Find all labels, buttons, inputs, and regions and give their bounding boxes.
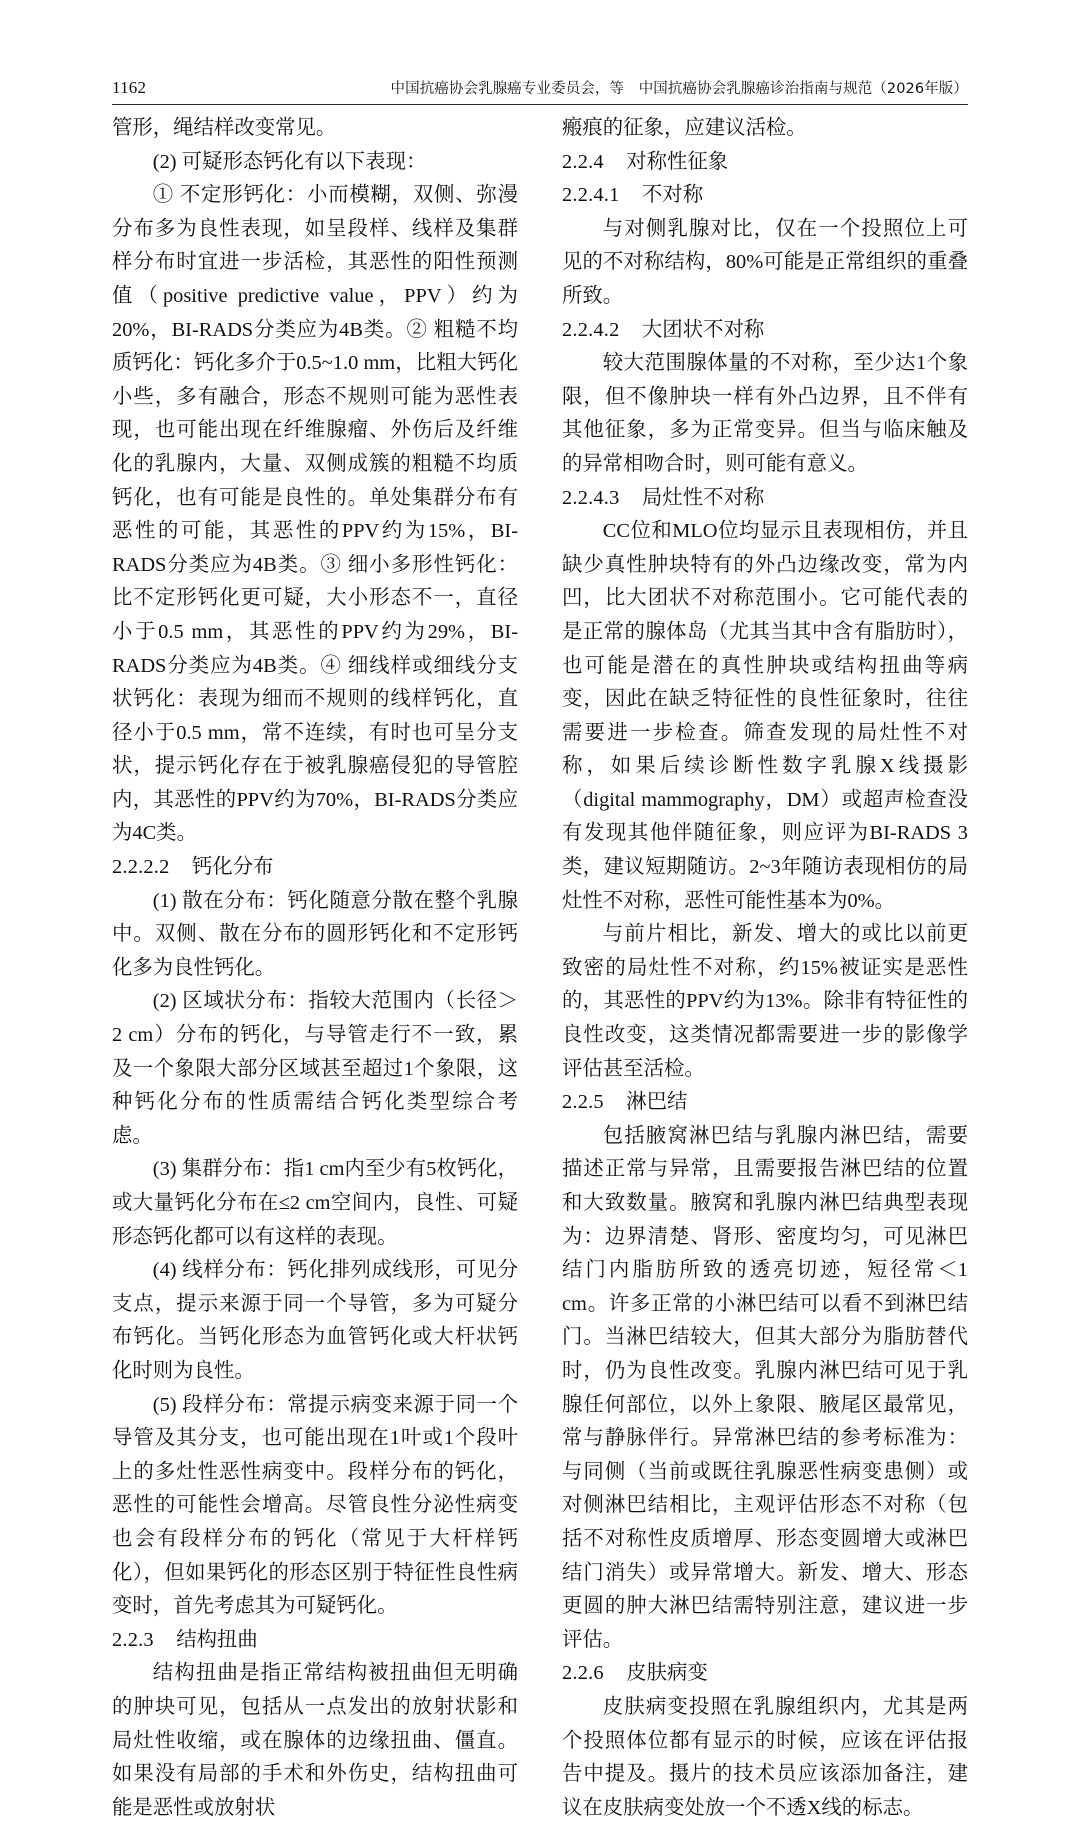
- body-columns: [112, 112, 968, 1819]
- section-title: 局灶性不对称: [641, 486, 765, 509]
- section-number: 2.2.4.1: [562, 184, 620, 207]
- body-paragraph: ① 不定形钙化：小而模糊，双侧、弥漫分布多为良性表现，如呈段样、线样及集群样分布时宜进一步活检，其恶性的阳性预测值（positive predictive value，PPV）约为20%，BI-RADS分类应为4B类。② 粗糙不均质钙化：钙化多介于0.5~1.0 mm，比粗大钙化小些，多有融合，形态不规则可能为恶性表现，也可能出现在纤维腺瘤、外伤后及纤维化的乳腺内，大量、双侧成簇的粗糙不均质钙化，也有可能是良性的。单处集群分布有恶性的可能，其恶性的PPV约为15%，BI-RADS分类应为4B类。③ 细小多形性钙化：比不定形钙化更可疑，大小形态不一，直径小于0.5 mm，其恶性的PPV约为29%，BI-RADS分类应为4B类。④ 细线样或细线分支状钙化：表现为细而不规则的线样钙化，直径小于0.5 mm，常不连续，有时也可呈分支状，提示钙化存在于被乳腺癌侵犯的导管腔内，其恶性的PPV约为70%，BI-RADS分类应为4C类。: [112, 184, 518, 845]
- section-number: 2.2.4.3: [562, 486, 620, 509]
- body-paragraph: 包括腋窝淋巴结与乳腺内淋巴结，需要描述正常与异常，且需要报告淋巴结的位置和大致数量。腋窝和乳腺内淋巴结典型表现为：边界清楚、肾形、密度均匀，可见淋巴结门内脂肪所致的透亮切迹，短径常＜1 cm。许多正常的小淋巴结可以看不到淋巴结门。当淋巴结较大，但其大部分为脂肪替代时，仍为良性改变。乳腺内淋巴结可见于乳腺任何部位，以外上象限、腋尾区最常见，常与静脉伴行。异常淋巴结的参考标准为：与同侧（当前或既往乳腺恶性病变患侧）或对侧淋巴结相比，主观评估形态不对称（包括不对称性皮质增厚、形态变圆增大或淋巴结门消失）或异常增大。新发、增大、形态更圆的肿大淋巴结需特别注意，建议进一步评估。: [562, 1124, 968, 1651]
- body-paragraph: (2) 区域状分布：指较大范围内（长径＞2 cm）分布的钙化，与导管走行不一致，累及一个象限大部分区域甚至超过1个象限，这种钙化分布的性质需结合钙化类型综合考虑。: [112, 990, 518, 1147]
- body-paragraph: 结构扭曲是指正常结构被扭曲但无明确的肿块可见，包括从一点发出的放射状影和局灶性收缩，或在腺体的边缘扭曲、僵直。如果没有局部的手术和外伤史，结构扭曲可能是恶性或放射状: [112, 1662, 518, 1819]
- left-column: [112, 112, 518, 1819]
- section-number: 2.2.6: [562, 1662, 604, 1685]
- section-number: 2.2.3: [112, 1628, 154, 1651]
- section-heading: [112, 851, 518, 885]
- running-header: [112, 78, 968, 104]
- section-title: 大团状不对称: [641, 318, 765, 341]
- section-heading: [562, 482, 968, 516]
- section-heading: [112, 1624, 518, 1658]
- section-heading: [562, 1657, 968, 1691]
- body-paragraph: (2) 可疑形态钙化有以下表现：: [152, 150, 427, 173]
- section-heading: [562, 314, 968, 348]
- section-number: 2.2.2.2: [112, 856, 170, 879]
- body-paragraph: (3) 集群分布：指1 cm内至少有5枚钙化，或大量钙化分布在≤2 cm空间内，良性、可疑形态钙化都可以有这样的表现。: [112, 1158, 518, 1248]
- section-title: 淋巴结: [626, 1091, 688, 1114]
- section-number: 2.2.5: [562, 1091, 604, 1114]
- body-paragraph: (4) 线样分布：钙化排列成线形，可见分支点，提示来源于同一个导管，多为可疑分布钙化。当钙化形态为血管钙化或大杆状钙化时则为良性。: [112, 1259, 518, 1382]
- body-paragraph: CC位和MLO位均显示且表现相仿，并且缺少真性肿块特有的外凸边缘改变，常为内凹，比大团状不对称范围小。它可能代表的是正常的腺体岛（尤其当其中含有脂肪时），也可能是潜在的真性肿块或结构扭曲等病变，因此在缺乏特征性的良性征象时，往往需要进一步检查。筛查发现的局灶性不对称，如果后续诊断性数字乳腺X线摄影（digital mammography，DM）或超声检查没有发现其他伴随征象，则应评为BI-RADS 3类，建议短期随访。2~3年随访表现相仿的局灶性不对称，恶性可能性基本为0%。: [562, 520, 968, 912]
- section-number: 2.2.4: [562, 150, 604, 173]
- section-title: 皮肤病变: [626, 1662, 708, 1685]
- body-paragraph: 较大范围腺体量的不对称，至少达1个象限，但不像肿块一样有外凸边界，且不伴有其他征象，多为正常变异。但当与临床触及的异常相吻合时，则可能有意义。: [562, 352, 968, 475]
- body-paragraph: 管形，绳结样改变常见。: [112, 117, 337, 139]
- section-number: 2.2.4.2: [562, 318, 620, 341]
- section-title: 对称性征象: [626, 150, 729, 173]
- right-column: [562, 112, 968, 1819]
- section-title: 不对称: [641, 184, 704, 207]
- header-rule: [112, 104, 968, 105]
- section-title: 钙化分布: [191, 856, 274, 879]
- section-title: 结构扭曲: [176, 1628, 258, 1651]
- section-heading: [562, 1086, 968, 1120]
- section-heading: [562, 179, 968, 213]
- body-paragraph: 与前片相比，新发、增大的或比以前更致密的局灶性不对称，约15%被证实是恶性的，其恶性的PPV约为13%。除非有特征性的良性改变，这类情况都需要进一步的影像学评估甚至活检。: [562, 923, 968, 1080]
- page-number: 1162: [112, 78, 147, 97]
- body-paragraph: (5) 段样分布：常提示病变来源于同一个导管及其分支，也可能出现在1叶或1个段叶上的多灶性恶性病变中。段样分布的钙化，恶性的可能性会增高。尽管良性分泌性病变也会有段样分布的钙化（常见于大杆样钙化），但如果钙化的形态区别于特征性良性病变时，首先考虑其为可疑钙化。: [112, 1393, 518, 1618]
- body-paragraph: (1) 散在分布：钙化随意分散在整个乳腺中。双侧、散在分布的圆形钙化和不定形钙化多为良性钙化。: [112, 889, 518, 979]
- running-header-title: 中国抗癌协会乳腺癌专业委员会，等 中国抗癌协会乳腺癌诊治指南与规范（2026年版）: [390, 81, 968, 97]
- section-heading: [562, 146, 968, 180]
- body-paragraph: 皮肤病变投照在乳腺组织内，尤其是两个投照体位都有显示的时候，应该在评估报告中提及。摄片的技术员应该添加备注，建议在皮肤病变处放一个不透X线的标志。: [562, 1695, 968, 1819]
- body-paragraph: 与对侧乳腺对比，仅在一个投照位上可见的不对称结构，80%可能是正常组织的重叠所致。: [562, 217, 968, 307]
- body-paragraph: 瘢痕的征象，应建议活检。: [562, 117, 807, 139]
